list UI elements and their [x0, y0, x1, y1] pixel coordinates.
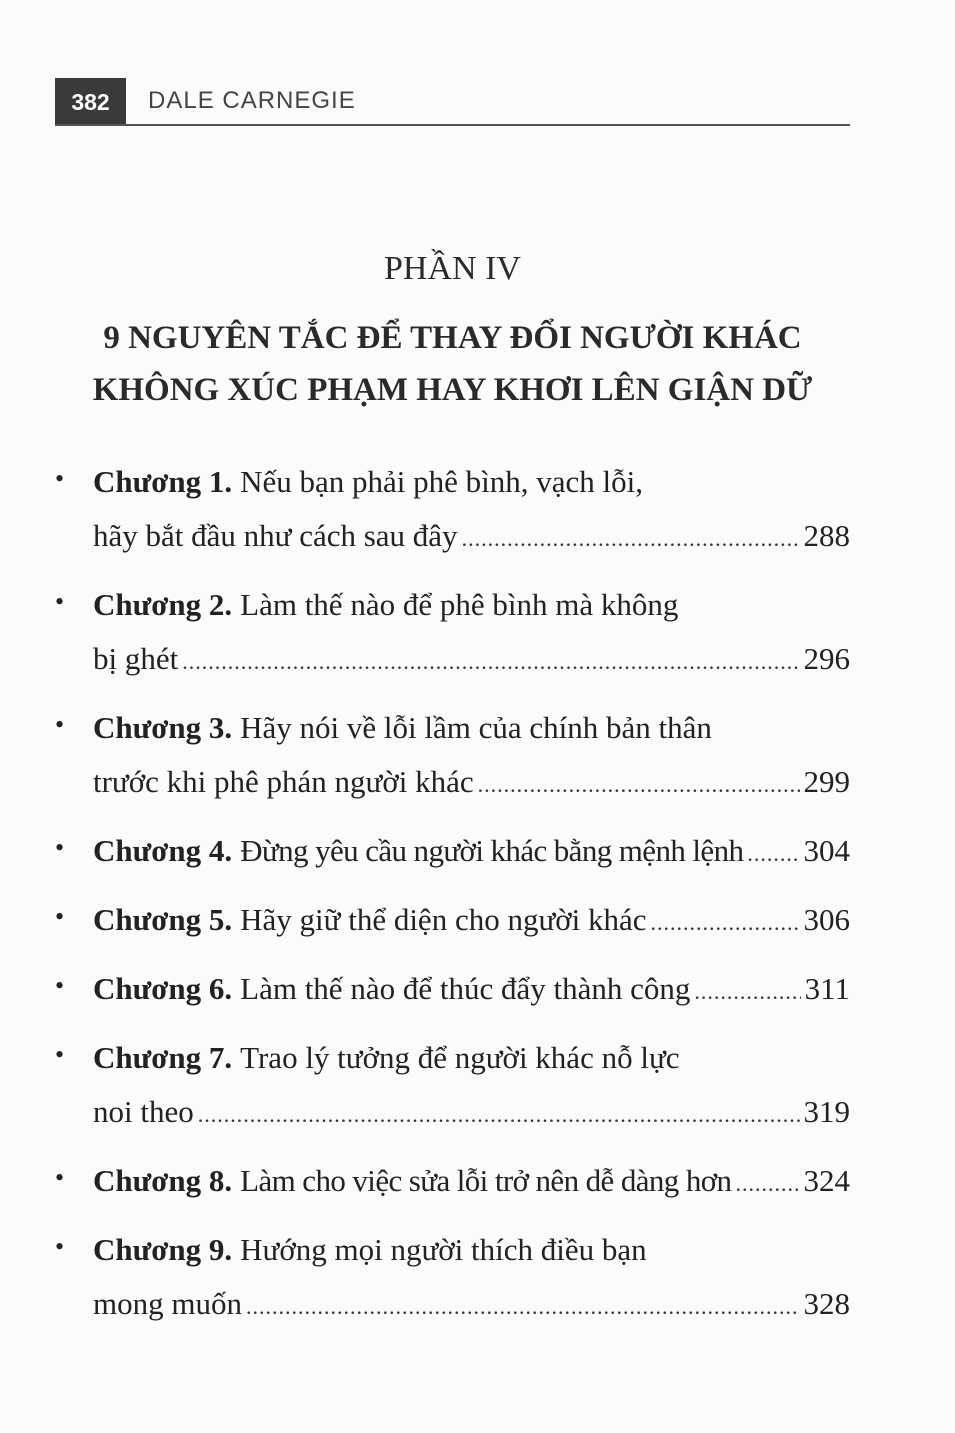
chapter-label: Chương 9. [93, 1232, 233, 1267]
part-label: PHẦN IV [384, 250, 521, 287]
toc-entry-chapter-3[interactable] [55, 710, 850, 808]
dot-leader [735, 1163, 799, 1199]
bullet-icon: • [55, 1232, 65, 1261]
chapter-title-line-2: hãy bắt đầu như cách sau đây [93, 518, 458, 553]
toc-entry-chapter-7[interactable] [55, 1040, 850, 1138]
bullet-icon: • [55, 464, 65, 493]
chapter-title-line-1: Trao lý tưởng để người khác nỗ lực [240, 1040, 680, 1075]
chapter-label: Chương 5. [93, 902, 233, 937]
toc-entry-chapter-2[interactable] [55, 587, 850, 685]
bullet-icon: • [55, 587, 65, 616]
chapter-title-line-1: Hướng mọi người thích điều bạn [240, 1232, 647, 1267]
chapter-title-line-1: Làm thế nào để phê bình mà không [240, 587, 679, 622]
chapter-page-number: 299 [803, 764, 850, 799]
chapter-page-number: 311 [804, 971, 850, 1006]
chapter-label: Chương 3. [93, 710, 233, 745]
chapter-page-number: 288 [803, 518, 850, 553]
dot-leader [747, 833, 799, 869]
chapter-label: Chương 8. [93, 1163, 233, 1198]
dot-leader [182, 641, 799, 677]
dot-leader [694, 971, 800, 1007]
dot-leader [478, 764, 800, 800]
dot-leader [651, 902, 800, 938]
chapter-title-line-2: trước khi phê phán người khác [93, 764, 474, 799]
bullet-icon: • [55, 833, 65, 862]
chapter-title-line-1: Hãy nói về lỗi lầm của chính bản thân [240, 710, 712, 745]
chapter-title-line-2: bị ghét [93, 641, 179, 676]
bullet-icon: • [55, 971, 65, 1000]
chapter-title-line-1: Làm thế nào để thúc đẩy thành công [240, 971, 691, 1006]
chapter-title-line-2: mong muốn [93, 1286, 242, 1321]
chapter-label: Chương 2. [93, 587, 233, 622]
bullet-icon: • [55, 1163, 65, 1192]
bullet-icon: • [55, 1040, 65, 1069]
part-title-line-2: KHÔNG XÚC PHẠM HAY KHƠI LÊN GIẬN DỮ [92, 372, 813, 408]
chapter-page-number: 324 [803, 1163, 850, 1198]
chapter-title-line-2: noi theo [93, 1094, 194, 1129]
chapter-label: Chương 4. [93, 833, 233, 868]
dot-leader [462, 518, 800, 554]
toc-entry-chapter-9[interactable] [55, 1232, 850, 1330]
toc-entry-chapter-4[interactable] [55, 833, 850, 877]
chapter-page-number: 306 [803, 902, 850, 937]
chapter-title-line-1: Làm cho việc sửa lỗi trở nên dễ dàng hơn [240, 1163, 732, 1198]
chapter-title-line-1: Hãy giữ thể diện cho người khác [240, 902, 647, 937]
part-title-line-1: 9 NGUYÊN TẮC ĐỂ THAY ĐỔI NGƯỜI KHÁC [103, 320, 802, 356]
chapter-page-number: 304 [803, 833, 850, 868]
chapter-label: Chương 6. [93, 971, 233, 1006]
toc-entry-chapter-8[interactable] [55, 1163, 850, 1207]
dot-leader [198, 1094, 800, 1130]
page-number: 382 [55, 78, 126, 126]
chapter-label: Chương 1. [93, 464, 233, 499]
chapter-page-number: 296 [803, 641, 850, 676]
toc-entry-chapter-5[interactable] [55, 902, 850, 946]
chapter-title-line-1: Đừng yêu cầu người khác bằng mệnh lệnh [240, 833, 744, 868]
running-head-author: DALE CARNEGIE [148, 87, 356, 114]
toc-entry-chapter-1[interactable] [55, 464, 850, 562]
chapter-label: Chương 7. [93, 1040, 233, 1075]
bullet-icon: • [55, 710, 65, 739]
dot-leader [246, 1286, 800, 1322]
chapter-page-number: 319 [803, 1094, 850, 1129]
bullet-icon: • [55, 902, 65, 931]
chapter-title-line-1: Nếu bạn phải phê bình, vạch lỗi, [240, 464, 644, 499]
toc-entry-chapter-6[interactable] [55, 971, 850, 1015]
chapter-page-number: 328 [803, 1286, 850, 1321]
